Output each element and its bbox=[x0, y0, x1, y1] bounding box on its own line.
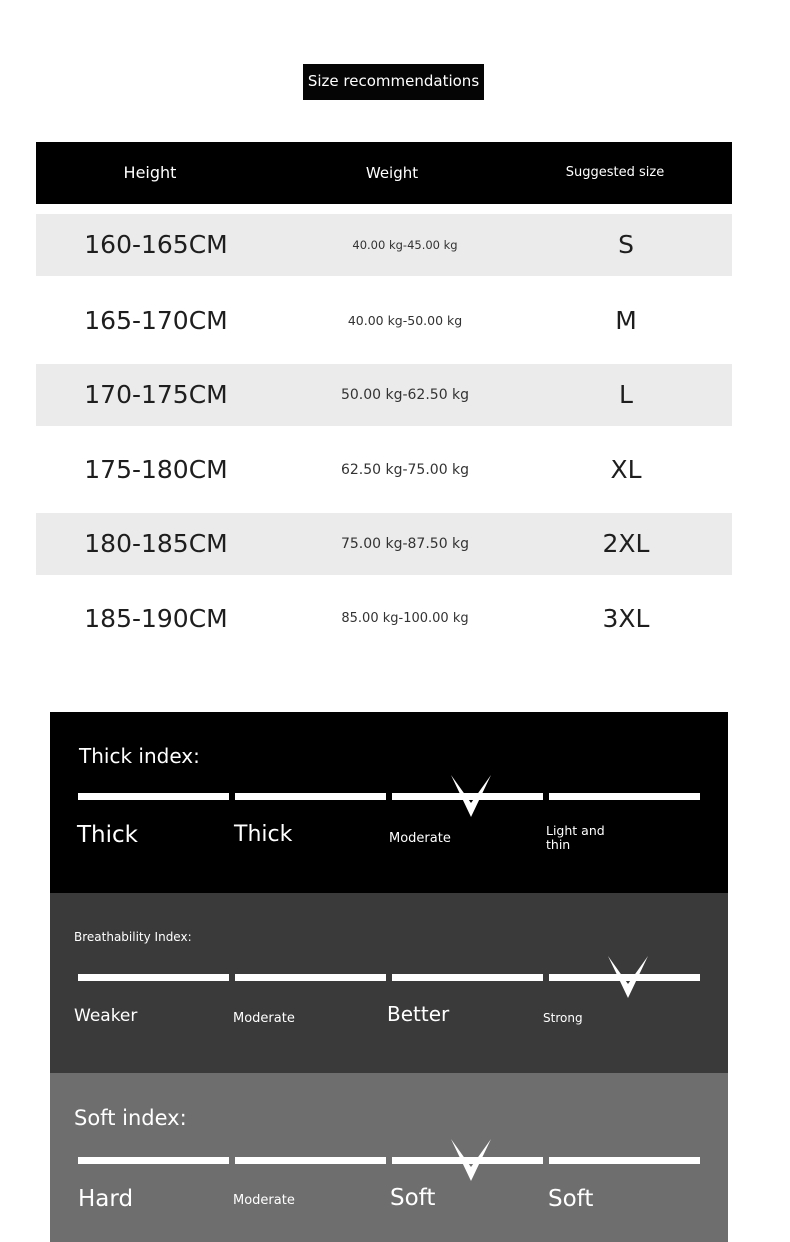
soft-index-title: Soft index: bbox=[74, 1106, 187, 1130]
table-row bbox=[36, 588, 732, 650]
scale-label-1: Hard bbox=[78, 1186, 134, 1212]
table-row bbox=[36, 214, 732, 276]
scale-label-1: Thick bbox=[77, 822, 138, 848]
scale-label-2: Moderate bbox=[233, 1011, 295, 1026]
weight-cell: 85.00 kg-100.00 kg bbox=[341, 611, 469, 626]
header-weight: Weight bbox=[365, 164, 419, 182]
scale-label-3: Soft bbox=[390, 1185, 436, 1211]
size-cell: M bbox=[615, 306, 637, 335]
scale-label-2: Thick bbox=[234, 822, 293, 847]
scale-segment bbox=[549, 793, 700, 800]
height-cell: 180-185CM bbox=[84, 529, 228, 558]
size-cell: 2XL bbox=[602, 529, 650, 558]
scale-label-4: Light and thin bbox=[546, 823, 605, 852]
page-title: Size recommendations bbox=[303, 64, 484, 100]
table-row bbox=[36, 513, 732, 575]
soft-index-panel bbox=[50, 1073, 728, 1242]
scale-label-1: Weaker bbox=[74, 1006, 138, 1026]
weight-cell: 75.00 kg-87.50 kg bbox=[340, 536, 470, 552]
table-row bbox=[36, 364, 732, 426]
weight-cell: 40.00 kg-50.00 kg bbox=[347, 313, 463, 328]
scale-segment bbox=[235, 974, 386, 981]
v-marker-icon bbox=[451, 1139, 491, 1181]
height-cell: 165-170CM bbox=[84, 306, 228, 335]
height-cell: 185-190CM bbox=[84, 604, 228, 633]
scale-label-3: Moderate bbox=[389, 831, 451, 846]
height-cell: 170-175CM bbox=[84, 380, 228, 409]
scale-segment bbox=[78, 974, 229, 981]
height-cell: 175-180CM bbox=[84, 455, 228, 484]
height-cell: 160-165CM bbox=[84, 230, 228, 259]
scale-segment bbox=[78, 793, 229, 800]
table-row bbox=[36, 439, 732, 501]
table-row bbox=[36, 290, 732, 352]
size-cell: S bbox=[618, 230, 634, 259]
scale-segment bbox=[549, 1157, 700, 1164]
breathability-index-panel bbox=[50, 893, 728, 1073]
scale-segment bbox=[78, 1157, 229, 1164]
weight-cell: 40.00 kg-45.00 kg bbox=[352, 238, 458, 252]
scale-label-2: Moderate bbox=[233, 1193, 295, 1208]
header-suggested-size: Suggested size bbox=[565, 165, 665, 180]
scale-segment bbox=[235, 793, 386, 800]
scale-label-3: Better bbox=[387, 1002, 450, 1026]
weight-cell: 62.50 kg-75.00 kg bbox=[340, 462, 470, 478]
v-marker-icon bbox=[451, 775, 491, 817]
size-table-header bbox=[36, 142, 732, 204]
weight-cell: 50.00 kg-62.50 kg bbox=[340, 387, 470, 403]
size-cell: 3XL bbox=[602, 604, 650, 633]
scale-label-4: Strong bbox=[543, 1011, 583, 1025]
thick-index-panel bbox=[50, 712, 728, 893]
scale-segment bbox=[392, 974, 543, 981]
v-marker-icon bbox=[608, 956, 648, 998]
size-cell: L bbox=[619, 380, 633, 409]
size-cell: XL bbox=[610, 455, 642, 484]
scale-segment bbox=[235, 1157, 386, 1164]
thick-index-title: Thick index: bbox=[79, 744, 200, 768]
scale-label-4: Soft bbox=[548, 1186, 594, 1212]
header-height: Height bbox=[123, 163, 177, 182]
breathability-index-title: Breathability Index: bbox=[74, 930, 192, 944]
